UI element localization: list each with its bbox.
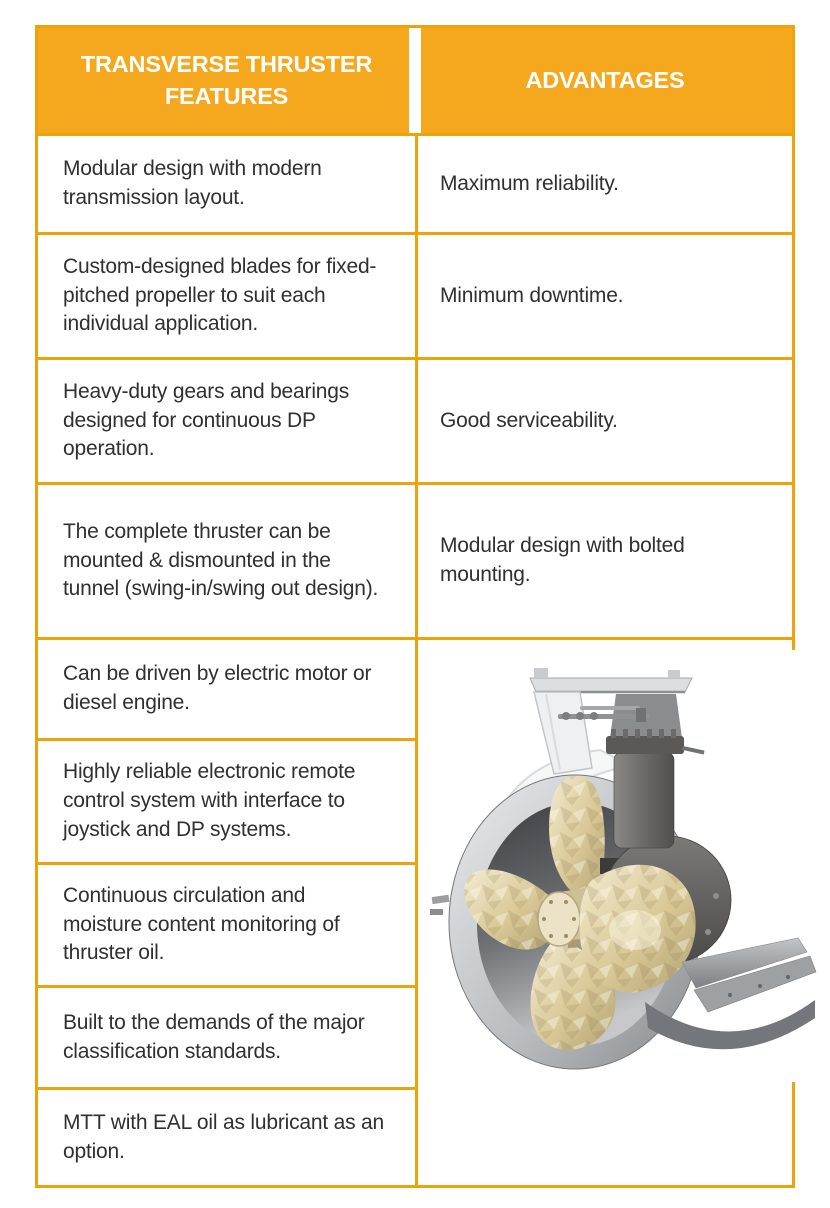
feature-cell: Continuous circulation and moisture content monitoring of thruster oil. <box>38 865 415 985</box>
feature-cell: Built to the demands of the major classification standards. <box>38 988 415 1087</box>
feature-cell: The complete thruster can be mounted & dismounted in the tunnel (swing-in/swing out design). <box>38 485 415 637</box>
advantage-cell: Minimum downtime. <box>418 235 792 357</box>
feature-cell: Can be driven by electric motor or diesel engine. <box>38 640 415 738</box>
header-divider <box>409 28 421 133</box>
advantage-cell: Maximum reliability. <box>418 136 792 232</box>
thruster-image <box>430 650 830 1082</box>
advantage-cell: Modular design with bolted mounting. <box>418 485 792 637</box>
column-header-features: TRANSVERSE THRUSTER FEATURES <box>38 28 415 133</box>
left-tabs <box>430 895 449 915</box>
feature-cell: Custom-designed blades for fixed-pitched propeller to suit each individual application. <box>38 235 415 357</box>
feature-cell: Heavy-duty gears and bearings designed for continuous DP operation. <box>38 360 415 482</box>
column-header-advantages: ADVANTAGES <box>418 28 792 133</box>
advantage-cell: Good serviceability. <box>418 360 792 482</box>
feature-cell: MTT with EAL oil as lubricant as an option. <box>38 1090 415 1185</box>
feature-cell: Highly reliable electronic remote control system with interface to joystick and DP systems. <box>38 741 415 862</box>
feature-cell: Modular design with modern transmission layout. <box>38 136 415 232</box>
